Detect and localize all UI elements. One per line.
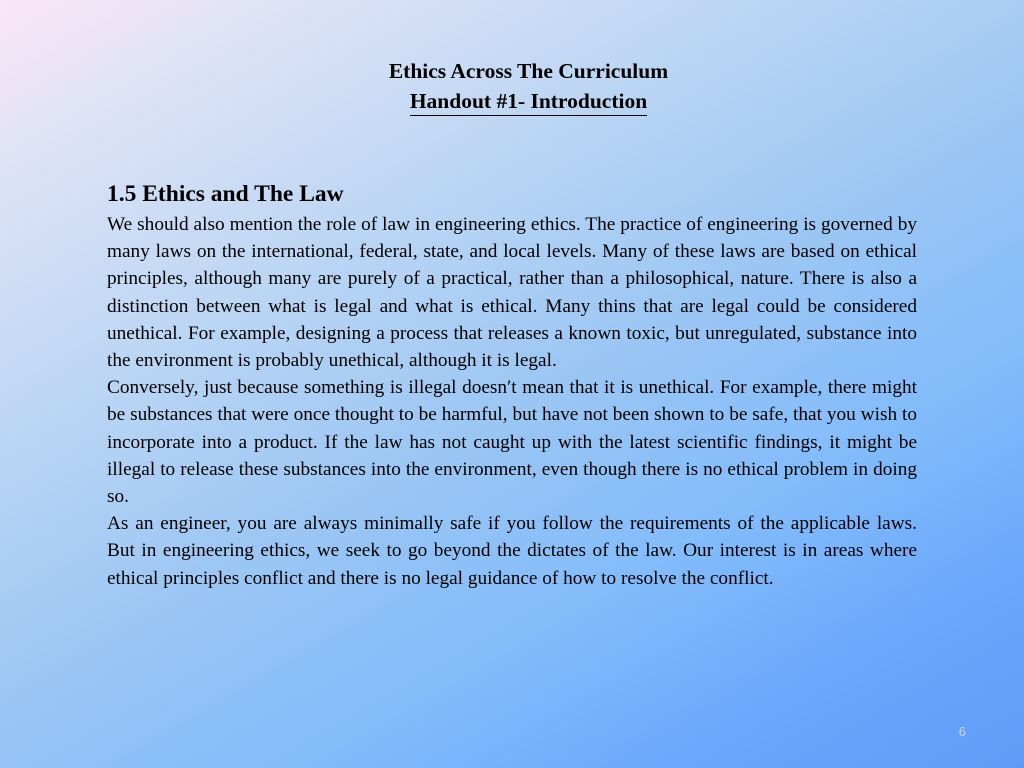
title-block <box>0 56 1024 116</box>
paragraph-law-role: We should also mention the role of law in engineering ethics. The practice of engineering is governed by many laws on the international, federal, state, and local levels. Many of these laws are based on ethical principles, although many are purely of a practical, rather than a philosophical, nature. There is also a distinction between what is legal and what is ethical. Many thins that are legal could be considered unethical. For example, designing a process that releases a known toxic, but unregulated, substance into the environment is probably unethical, although it is legal. <box>107 214 917 372</box>
document-title: Ethics Across The Curriculum <box>388 59 669 83</box>
paragraph-engineer-safety: As an engineer, you are always minimally safe if you follow the requirements of the applicable laws. But in engineering ethics, we seek to go beyond the dictates of the law. Our interest is in areas where ethical principles conflict and there is no legal guidance of how to resolve the conflict. <box>107 513 917 589</box>
section-heading: 1.5 Ethics and The Law <box>107 181 344 207</box>
paragraph-illegal-vs-unethical: Conversely, just because something is illegal doesn′t mean that it is unethical. For example, there might be substances that were once thought to be harmful, but have not been shown to be safe, that you wish to incorporate into a product. If the law has not caught up with the latest scientific findings, it might be illegal to release these substances into the environment, even though there is no ethical problem in doing so. <box>107 377 917 508</box>
document-subtitle: Handout #1- Introduction <box>410 88 647 116</box>
section-content <box>107 178 917 592</box>
page-number: 6 <box>958 724 966 739</box>
